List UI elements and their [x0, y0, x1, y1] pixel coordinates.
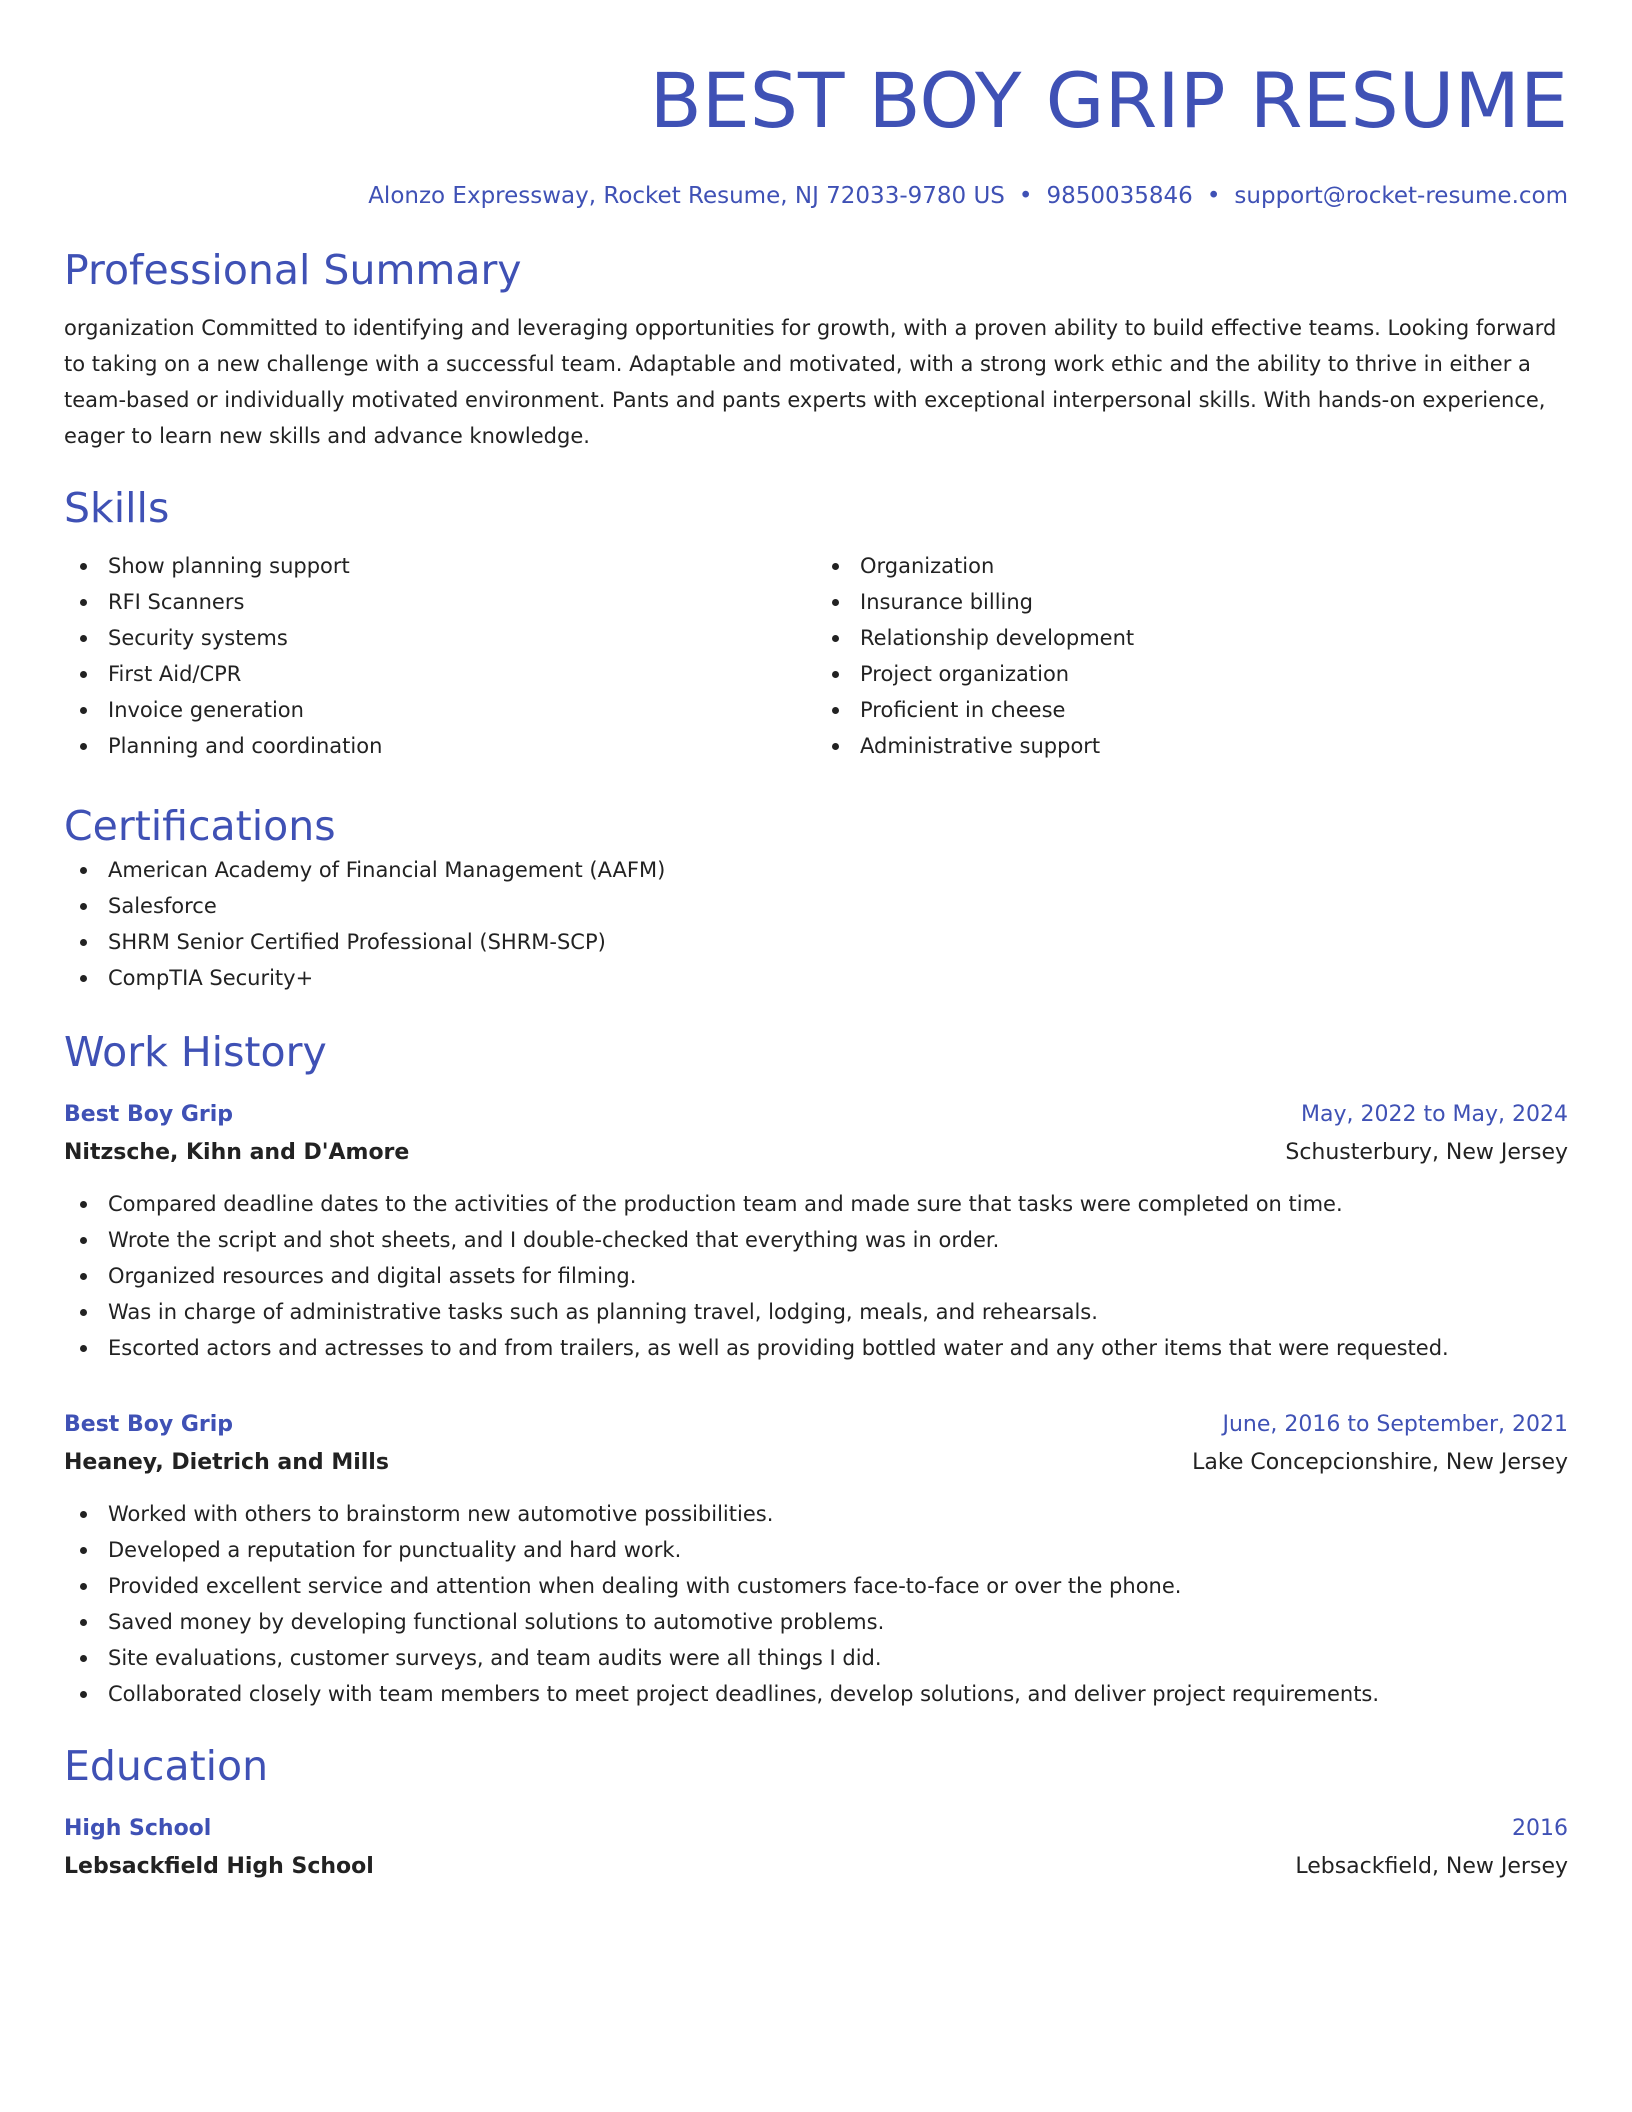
certifications-heading: Certifications — [64, 802, 336, 850]
job-company: Heaney, Dietrich and Mills — [64, 1450, 389, 1475]
skill-item: Project organization — [816, 656, 1568, 692]
education-entry — [64, 1810, 1568, 1886]
job-duty: Collaborated closely with team members to meet project deadlines, develop solutions, and deliver project requirements. — [64, 1676, 1568, 1712]
summary-heading: Professional Summary — [64, 246, 522, 294]
certification-item: Salesforce — [64, 888, 1568, 924]
work-history-heading: Work History — [64, 1028, 327, 1076]
education-heading: Education — [64, 1742, 269, 1790]
job-duties — [64, 1496, 1568, 1712]
skills-heading: Skills — [64, 484, 170, 532]
job-dates: June, 2016 to September, 2021 — [1222, 1412, 1568, 1437]
contact-separator: • — [1018, 183, 1033, 209]
skill-item: Organization — [816, 548, 1568, 584]
contact-address: Alonzo Expressway, Rocket Resume, NJ 72033-9780 US — [368, 183, 1005, 209]
skill-item: Relationship development — [816, 620, 1568, 656]
contact-phone: 9850035846 — [1046, 183, 1193, 209]
skill-item: RFI Scanners — [64, 584, 816, 620]
skills-column-right — [816, 548, 1568, 764]
certification-item: American Academy of Financial Management (AAFM) — [64, 852, 1568, 888]
skill-item: Planning and coordination — [64, 728, 816, 764]
job-duty: Compared deadline dates to the activities of the production team and made sure that tasks were completed on time. — [64, 1186, 1568, 1222]
job-duty: Developed a reputation for punctuality and hard work. — [64, 1532, 1568, 1568]
job-duty: Escorted actors and actresses to and from trailers, as well as providing bottled water and any other items that were requested. — [64, 1330, 1568, 1366]
contact-separator: • — [1206, 183, 1221, 209]
education-location: Lebsackfield, New Jersey — [1295, 1854, 1568, 1879]
skill-item: Invoice generation — [64, 692, 816, 728]
resume-title: BEST BOY GRIP RESUME — [649, 56, 1568, 145]
job-title: Best Boy Grip — [64, 1412, 234, 1437]
certification-item: CompTIA Security+ — [64, 960, 1568, 996]
certifications-list — [64, 852, 1568, 996]
resume-header — [64, 0, 1568, 212]
skill-item: Proficient in cheese — [816, 692, 1568, 728]
job-duty: Provided excellent service and attention when dealing with customers face-to-face or over the phone. — [64, 1568, 1568, 1604]
education-year: 2016 — [1512, 1816, 1568, 1841]
skill-item: Insurance billing — [816, 584, 1568, 620]
job-location: Lake Concepcionshire, New Jersey — [1192, 1450, 1568, 1475]
job-title: Best Boy Grip — [64, 1102, 234, 1127]
job-duty: Saved money by developing functional solutions to automotive problems. — [64, 1604, 1568, 1640]
job-duty: Site evaluations, customer surveys, and team audits were all things I did. — [64, 1640, 1568, 1676]
certification-item: SHRM Senior Certified Professional (SHRM-SCP) — [64, 924, 1568, 960]
contact-line — [64, 180, 1568, 212]
job-entry — [64, 1406, 1568, 1712]
skills-column-left — [64, 548, 816, 764]
contact-email: support@rocket-resume.com — [1234, 183, 1568, 209]
job-entry — [64, 1096, 1568, 1366]
skill-item: Security systems — [64, 620, 816, 656]
job-duty: Worked with others to brainstorm new automotive possibilities. — [64, 1496, 1568, 1532]
education-school: Lebsackfield High School — [64, 1854, 374, 1879]
job-dates: May, 2022 to May, 2024 — [1301, 1102, 1568, 1127]
job-company: Nitzsche, Kihn and D'Amore — [64, 1140, 410, 1165]
job-duties — [64, 1186, 1568, 1366]
skill-item: Administrative support — [816, 728, 1568, 764]
summary-text: organization Committed to identifying and leveraging opportunities for growth, with a proven ability to build effective teams. Looking forward to taking on a new challenge with a successful team. Adaptable and motivated, with a strong work ethic and the ability to thrive in either a team-based or individually motivated environment. Pants and pants experts with exceptional interpersonal skills. With hands-on experience, eager to learn new skills and advance knowledge. — [64, 316, 1557, 448]
skill-item: First Aid/CPR — [64, 656, 816, 692]
skill-item: Show planning support — [64, 548, 816, 584]
job-location: Schusterbury, New Jersey — [1285, 1140, 1568, 1165]
education-degree: High School — [64, 1816, 212, 1841]
job-duty: Organized resources and digital assets for filming. — [64, 1258, 1568, 1294]
job-duty: Wrote the script and shot sheets, and I double-checked that everything was in order. — [64, 1222, 1568, 1258]
skills-list — [64, 548, 1568, 764]
job-duty: Was in charge of administrative tasks such as planning travel, lodging, meals, and rehearsals. — [64, 1294, 1568, 1330]
